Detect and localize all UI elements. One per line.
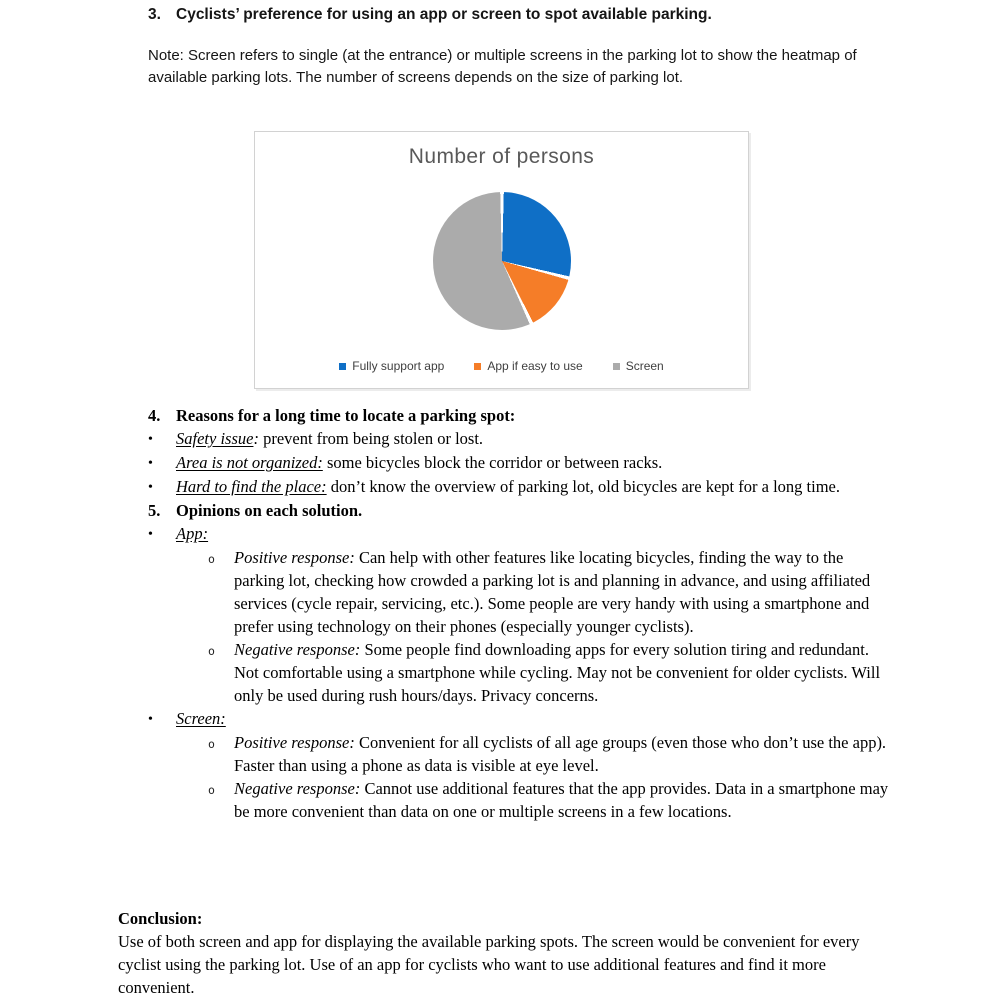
pie-chart-frame xyxy=(254,131,749,389)
sub-list-item xyxy=(208,731,892,777)
section-5-heading xyxy=(148,499,892,522)
list-item xyxy=(148,475,892,499)
sub-list-item xyxy=(208,638,892,707)
response-label: Negative response: xyxy=(234,640,361,659)
list-item-rest: don’t know the overview of parking lot, old bicycles are kept for a long time. xyxy=(326,477,840,496)
bullet-icon: • xyxy=(148,432,153,447)
conclusion-heading: Conclusion: xyxy=(118,909,203,928)
legend-label: Fully support app xyxy=(352,359,445,373)
legend-swatch-orange xyxy=(474,363,481,370)
legend-swatch-blue xyxy=(339,363,346,370)
bullet-icon: • xyxy=(148,712,153,727)
circle-bullet-icon: o xyxy=(208,552,215,566)
section-4-heading xyxy=(148,404,892,427)
list-item xyxy=(148,427,892,451)
response-text: Convenient for all cyclists of all age groups (even those who don’t use the app). Faster than using a phone as data is visible at eye level. xyxy=(234,733,887,775)
response-label: Positive response: xyxy=(234,548,355,567)
list-item-rest: some bicycles block the corridor or between racks. xyxy=(322,453,663,472)
list-item-text xyxy=(176,707,892,730)
list-item-term: Screen: xyxy=(176,709,226,728)
sub-list-item-text xyxy=(234,546,892,638)
list-item-term: Hard to find the place: xyxy=(176,477,327,496)
response-text: Can help with other features like locating bicycles, finding the way to the parking lot, checking how crowded a parking lot is and planning in advance, and using affiliated services (cycle repair, servicing, etc.). Some people are very handy with using a smartphone and prefer using technology on their phones (especially younger cyclists). xyxy=(234,548,871,636)
legend-item xyxy=(613,359,664,373)
legend-item xyxy=(474,359,582,373)
conclusion-text: Use of both screen and app for displaying the available parking spots. The screen would be convenient for every cyclist using the parking lot. Use of an app for cyclists who want to use additional features and find it more convenient. xyxy=(118,932,860,997)
circle-bullet-icon: o xyxy=(208,644,215,658)
response-text: Some people find downloading apps for every solution tiring and redundant. Not comfortable using a smartphone while cycling. May not be convenient for older cyclists. Will only be used during rush hours/days. Privacy concerns. xyxy=(234,640,881,705)
legend-label: App if easy to use xyxy=(487,359,583,373)
section-5-title: Opinions on each solution. xyxy=(176,501,363,520)
sub-list-item-text xyxy=(234,731,892,777)
list-item xyxy=(148,522,892,546)
sub-list-item-text xyxy=(234,638,892,707)
list-item-colon: : xyxy=(253,429,259,448)
response-label: Positive response: xyxy=(234,733,355,752)
note-paragraph: Note: Screen refers to single (at the entrance) or multiple screens in the parking lot to show the heatmap of available parking lots. The number of screens depends on the size of parking lot. xyxy=(148,47,857,86)
circle-bullet-icon: o xyxy=(208,783,215,797)
legend-swatch-gray xyxy=(613,363,620,370)
section-4-number: 4. xyxy=(148,406,161,425)
list-item-text xyxy=(176,427,892,450)
list-item-text xyxy=(176,475,892,498)
bullet-icon: • xyxy=(148,527,153,542)
legend-label: Screen xyxy=(625,359,664,373)
list-item xyxy=(148,451,892,475)
list-item xyxy=(148,707,892,731)
pie xyxy=(433,192,571,330)
response-label: Negative response: xyxy=(234,779,361,798)
list-item-rest: prevent from being stolen or lost. xyxy=(258,429,484,448)
circle-bullet-icon: o xyxy=(208,737,215,751)
legend-item xyxy=(339,359,444,373)
list-item-text xyxy=(176,522,892,545)
list-item-text xyxy=(176,451,892,474)
sub-list-item xyxy=(208,546,892,638)
response-text: Cannot use additional features that the app provides. Data in a smartphone may be more convenient than data on one or multiple screens in a few locations. xyxy=(234,779,889,821)
bullet-icon: • xyxy=(148,456,153,471)
sub-list-item-text xyxy=(234,777,892,823)
section-3-number: 3. xyxy=(148,6,161,23)
sub-list-item xyxy=(208,777,892,823)
section-3-block xyxy=(148,5,895,89)
list-item-term: Area is not organized: xyxy=(176,453,323,472)
chart-title: Number of persons xyxy=(408,145,595,168)
section-4-title: Reasons for a long time to locate a parking spot: xyxy=(176,406,516,425)
list-item-term: Safety issue xyxy=(176,429,254,448)
chart-legend xyxy=(255,359,748,373)
section-5-number: 5. xyxy=(148,501,161,520)
conclusion-block xyxy=(118,907,894,999)
section-3-heading xyxy=(148,5,895,25)
bullet-icon: • xyxy=(148,480,153,495)
list-item-term: App: xyxy=(176,524,209,543)
sections-4-5-block xyxy=(148,404,892,823)
section-3-title: Cyclists’ preference for using an app or screen to spot available parking. xyxy=(176,6,712,23)
